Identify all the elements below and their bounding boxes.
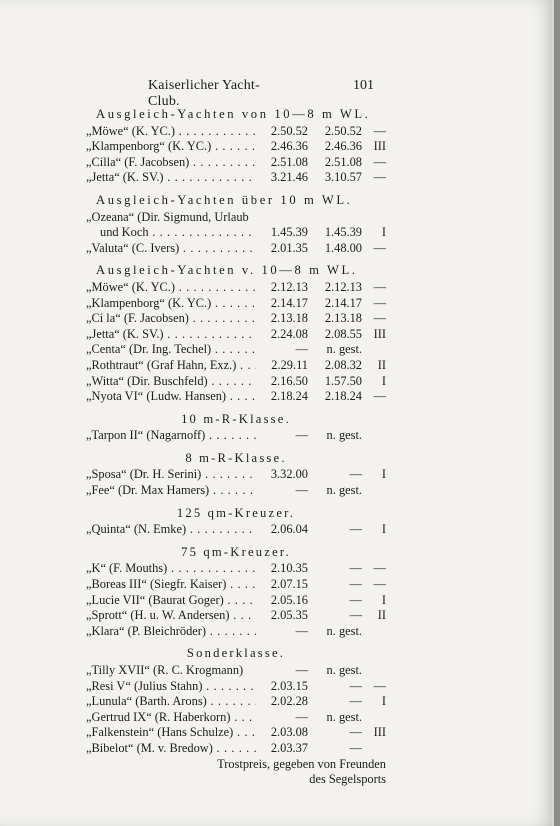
elapsed-time: — <box>295 709 308 724</box>
placing: III <box>373 326 386 341</box>
result-row <box>86 467 386 483</box>
corrected-time: 2.46.36 <box>324 139 362 154</box>
section-heading: Ausgleich-Yachten v. 10—8 m WL. <box>96 263 358 278</box>
result-row <box>86 483 386 499</box>
elapsed-time: 2.05.16 <box>270 592 308 607</box>
corrected-time: 1.57.50 <box>324 373 362 388</box>
elapsed-time: — <box>295 663 308 677</box>
yacht-name: „K“ (F. Mouths) . . . <box>86 561 256 577</box>
result-row <box>86 225 386 241</box>
race-section <box>86 193 386 256</box>
yacht-name: „Klampenborg“ (K. YC.) . . . <box>86 296 256 312</box>
placing: III <box>373 725 386 740</box>
placing: I <box>381 373 386 388</box>
result-row <box>86 124 386 140</box>
elapsed-time: 3.32.00 <box>270 467 308 482</box>
corrected-time: — <box>349 694 362 709</box>
footnote-line: Trostpreis, gegeben von Freunden <box>217 756 386 771</box>
result-row <box>86 522 386 538</box>
yacht-name: „Ci la“ (F. Jacobsen) . . . <box>86 311 256 327</box>
result-row <box>86 241 386 257</box>
result-row <box>86 593 386 609</box>
yacht-name: „Jetta“ (K. SV.) . . . <box>86 170 256 186</box>
elapsed-time: 2.14.17 <box>270 295 308 310</box>
placing: — <box>373 279 386 294</box>
elapsed-time: 2.50.52 <box>270 123 308 138</box>
elapsed-time: — <box>295 483 308 498</box>
running-title: Kaiserlicher Yacht-Club. <box>148 78 260 109</box>
yacht-name: „Sprott“ (H. u. W. Andersen) . . . <box>86 608 256 624</box>
result-row <box>86 428 386 444</box>
corrected-time: n. gest. <box>326 623 362 638</box>
corrected-time: — <box>349 678 362 693</box>
result-row <box>86 679 386 695</box>
placing: — <box>373 240 386 255</box>
race-section <box>86 451 386 499</box>
placing: — <box>373 311 386 326</box>
elapsed-time: 2.05.35 <box>270 608 308 623</box>
corrected-time: 1.48.00 <box>324 240 362 255</box>
result-row <box>86 577 386 593</box>
corrected-time: — <box>349 522 362 537</box>
result-row <box>86 358 386 374</box>
elapsed-time: 2.10.35 <box>270 561 308 576</box>
section-heading: 75 qm-Kreuzer. <box>181 544 291 559</box>
race-section <box>86 263 386 404</box>
elapsed-time: 2.46.36 <box>270 139 308 154</box>
result-row <box>86 296 386 312</box>
elapsed-time: 1.45.39 <box>270 225 308 240</box>
elapsed-time: 2.01.35 <box>270 240 308 255</box>
placing: — <box>373 154 386 169</box>
elapsed-time: 2.12.13 <box>270 279 308 294</box>
placing: — <box>373 295 386 310</box>
yacht-name: „Valuta“ (C. Ivers) . . . <box>86 241 256 257</box>
race-section <box>86 412 386 444</box>
yacht-name: „Falkenstein“ (Hans Schulze) . . . <box>86 725 256 741</box>
yacht-name: „Lucie VII“ (Baurat Goger) . . . <box>86 593 256 609</box>
corrected-time: 2.14.17 <box>324 295 362 310</box>
corrected-time: n. gest. <box>326 663 362 677</box>
page-number: 101 <box>353 78 374 93</box>
yacht-name: „Witta“ (Dir. Buschfeld) . . . <box>86 374 256 390</box>
placing: — <box>373 577 386 592</box>
placing: I <box>381 522 386 537</box>
placing: — <box>373 170 386 185</box>
corrected-time: n. gest. <box>326 428 362 443</box>
placing: — <box>373 389 386 404</box>
yacht-name: „Jetta“ (K. SV.) . . . <box>86 327 256 343</box>
result-row <box>86 710 386 726</box>
result-row <box>86 327 386 343</box>
section-heading: Ausgleich-Yachten von 10—8 m WL. <box>96 107 371 121</box>
elapsed-time: 2.24.08 <box>270 326 308 341</box>
result-row <box>86 342 386 358</box>
result-row <box>86 155 386 171</box>
footnote <box>86 757 386 788</box>
yacht-name: „Cilla“ (F. Jacobsen) . . . <box>86 155 256 171</box>
elapsed-time: 2.16.50 <box>270 373 308 388</box>
corrected-time: — <box>349 577 362 592</box>
section-heading: 8 m-R-Klasse. <box>185 450 287 465</box>
yacht-name: „Gertrud IX“ (R. Haberkorn) . . . <box>86 710 256 726</box>
corrected-time: 2.18.24 <box>324 389 362 404</box>
yacht-name: „Klara“ (P. Bleichröder) . . . <box>86 624 256 640</box>
yacht-name: „Klampenborg“ (K. YC.) . . . <box>86 139 256 155</box>
yacht-name: „Nyota VI“ (Ludw. Hansen) . . . <box>86 389 256 405</box>
yacht-name: „Tilly XVII“ (R. C. Krogmann) <box>86 663 244 677</box>
result-row <box>86 280 386 296</box>
elapsed-time: 2.06.04 <box>270 522 308 537</box>
yacht-name: „Tarpon II“ (Nagarnoff) . . . <box>86 428 256 444</box>
result-row <box>86 311 386 327</box>
yacht-name: „Fee“ (Dr. Max Hamers) . . . <box>86 483 256 499</box>
yacht-name: „Ozeana“ (Dir. Sigmund, Urlaub <box>86 209 249 224</box>
corrected-time: 2.08.55 <box>324 326 362 341</box>
elapsed-time: 2.29.11 <box>271 357 308 372</box>
result-row <box>86 725 386 741</box>
elapsed-time: 2.18.24 <box>270 389 308 404</box>
results-list <box>86 100 386 788</box>
section-heading: Sonderklasse. <box>186 646 286 661</box>
corrected-time: — <box>349 725 362 740</box>
yacht-name: „Resi V“ (Julius Stahn) . . . <box>86 679 256 695</box>
yacht-name: „Centa“ (Dr. Ing. Techel) . . . <box>86 342 256 358</box>
corrected-time: 1.45.39 <box>324 225 362 240</box>
elapsed-time: 2.13.18 <box>270 311 308 326</box>
result-row <box>86 210 386 226</box>
race-section <box>86 646 386 756</box>
elapsed-time: 2.03.37 <box>270 740 308 755</box>
result-row <box>86 741 386 757</box>
elapsed-time: 2.07.15 <box>270 577 308 592</box>
yacht-name: „Möwe“ (K. YC.) . . . <box>86 280 256 296</box>
elapsed-time: — <box>295 623 308 638</box>
corrected-time: — <box>349 467 362 482</box>
elapsed-time: 2.02.28 <box>270 694 308 709</box>
race-section <box>86 506 386 538</box>
elapsed-time: 3.21.46 <box>270 170 308 185</box>
placing: I <box>381 694 386 709</box>
placing: I <box>381 225 386 240</box>
yacht-name: und Koch . . . <box>86 225 256 241</box>
result-row <box>86 694 386 710</box>
corrected-time: 2.13.18 <box>324 311 362 326</box>
result-row <box>86 624 386 640</box>
section-heading: 125 qm-Kreuzer. <box>176 505 296 520</box>
placing: II <box>377 357 386 372</box>
yacht-name: „Rothtraut“ (Graf Hahn, Exz.) . . . <box>86 358 256 374</box>
placing: — <box>373 123 386 138</box>
yacht-name: „Lunula“ (Barth. Arons) . . . <box>86 694 256 710</box>
placing: — <box>373 678 386 693</box>
corrected-time: — <box>349 608 362 623</box>
elapsed-time: — <box>295 428 308 443</box>
yacht-name: „Quinta“ (N. Emke) . . . <box>86 522 256 538</box>
placing: I <box>381 467 386 482</box>
result-row <box>86 608 386 624</box>
result-row <box>86 561 386 577</box>
placing: II <box>377 608 386 623</box>
result-row <box>86 389 386 405</box>
footnote-line: des Segelsports <box>309 772 386 787</box>
corrected-time: 3.10.57 <box>324 170 362 185</box>
corrected-time: — <box>349 561 362 576</box>
yacht-name: „Sposa“ (Dr. H. Serini) . . . <box>86 467 256 483</box>
corrected-time: 2.51.08 <box>324 154 362 169</box>
placing: III <box>373 139 386 154</box>
yacht-name: „Möwe“ (K. YC.) . . . <box>86 124 256 140</box>
result-row <box>86 170 386 186</box>
corrected-time: 2.50.52 <box>324 123 362 138</box>
corrected-time: 2.12.13 <box>324 279 362 294</box>
elapsed-time: 2.03.15 <box>270 678 308 693</box>
elapsed-time: 2.03.08 <box>270 725 308 740</box>
result-row <box>86 139 386 155</box>
elapsed-time: 2.51.08 <box>270 154 308 169</box>
section-heading: 10 m-R-Klasse. <box>181 411 291 426</box>
race-section <box>86 107 386 186</box>
placing: I <box>381 592 386 607</box>
result-row <box>86 374 386 390</box>
corrected-time: 2.08.32 <box>324 357 362 372</box>
result-row <box>86 663 386 679</box>
corrected-time: n. gest. <box>326 709 362 724</box>
placing: — <box>373 561 386 576</box>
yacht-name: „Boreas III“ (Siegfr. Kaiser) . . . <box>86 577 256 593</box>
corrected-time: — <box>349 740 362 755</box>
corrected-time: n. gest. <box>326 342 362 357</box>
elapsed-time: — <box>295 342 308 357</box>
yacht-name: „Bibelot“ (M. v. Bredow) . . . <box>86 741 256 757</box>
corrected-time: n. gest. <box>326 483 362 498</box>
corrected-time: — <box>349 592 362 607</box>
section-heading: Ausgleich-Yachten über 10 m WL. <box>96 192 353 207</box>
race-section <box>86 545 386 640</box>
